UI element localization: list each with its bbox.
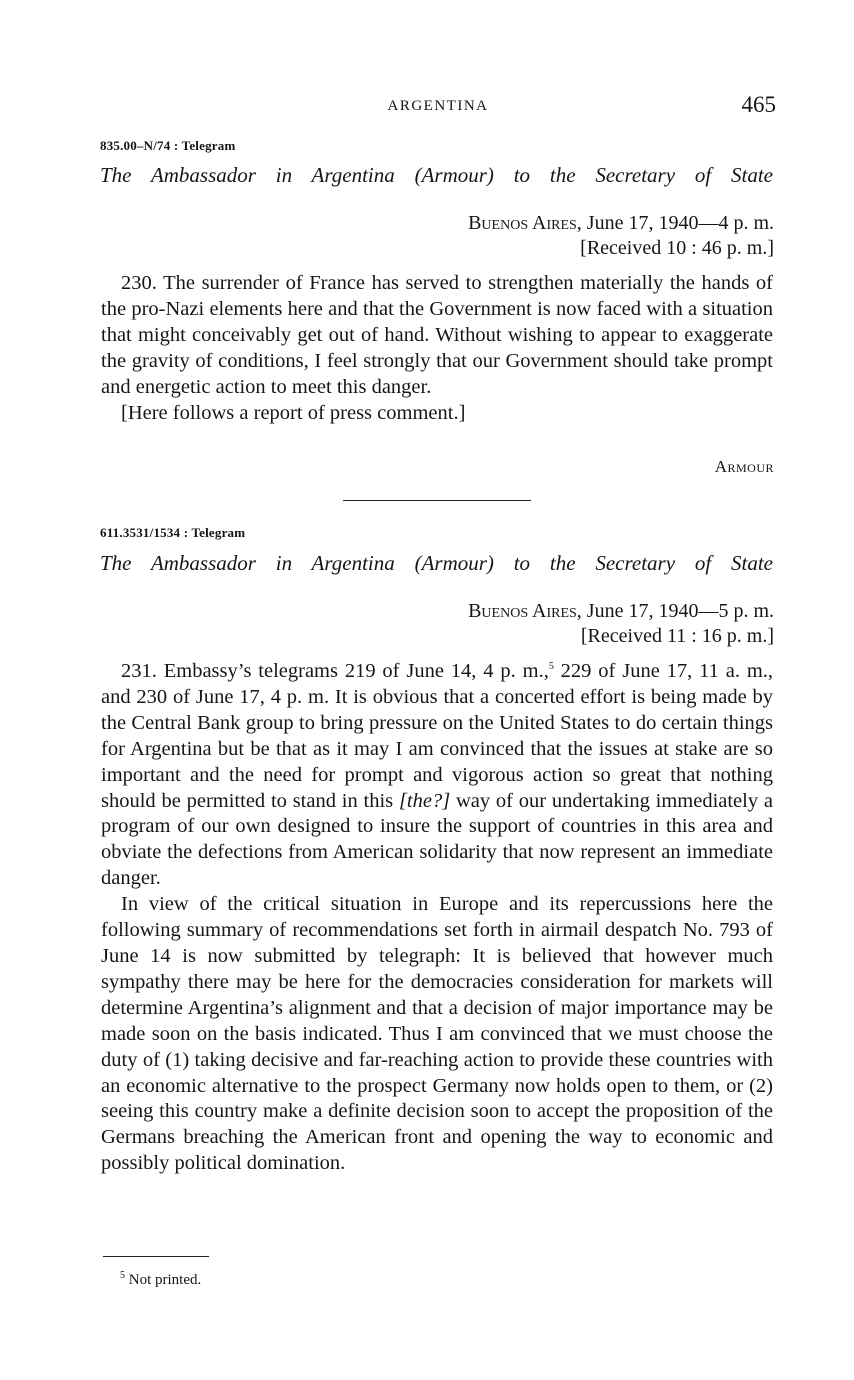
dateline-1 bbox=[468, 212, 774, 235]
editorial-note: [Here follows a report of press comment.] bbox=[121, 401, 466, 424]
received-line-2: [Received 11 : 16 p. m.] bbox=[580, 625, 774, 647]
file-reference-1: 835.00–N/74 : Telegram bbox=[100, 138, 236, 153]
dateline-date-2: June 17, 1940—5 p. m. bbox=[581, 600, 774, 622]
section-divider bbox=[343, 500, 531, 501]
document-body-1 bbox=[101, 271, 773, 426]
received-line-1: [Received 10 : 46 p. m.] bbox=[580, 237, 774, 259]
paragraph-recommendations: In view of the critical situation in Europe and its repercussions here the following summary of recommendations set forth in airmail despatch No. 793 of June 14 is now submitted by telegraph: It is believed that however much sympathy there may be here for the democracies consideration for markets will determine Argentina’s alignment and that a decision of major importance may be made soon on the basis indicated. Thus I am convinced that we must choose the duty of (1) taking decisive and far-reaching action to provide these countries with an economic alternative to the prospect Germany now holds open to them, or (2) seeing this country make a definite decision soon to accept the proposition of the Germans breaching the American front and opening the way to economic and possibly political domination. bbox=[101, 893, 773, 1175]
footnote-rule bbox=[103, 1256, 209, 1257]
dateline-place-1: Buenos Aires, bbox=[468, 212, 582, 234]
document-title-2: The Ambassador in Argentina (Armour) to the Secretary of State bbox=[100, 551, 773, 575]
paragraph-230: 230. The surrender of France has served to strengthen materially the hands of the pro-Nazi elements here and that the Government is now faced with a situation that might conceivably get out of hand. Without wishing to appear to exaggerate the gravity of conditions, I feel strongly that our Government should take prompt and energetic action to meet this danger. bbox=[101, 272, 773, 398]
dateline-date-1: June 17, 1940—4 p. m. bbox=[581, 212, 774, 234]
paragraph-231-part-2: 229 of June 17, 11 a. m., and 230 of June 17, 4 p. m. It is obvious that a concerted effort is being made by the Central Bank group to bring pressure on the United States to do certain things for Argentina but be that as it may I am convinced that the issues at stake are so important and the need for prompt and vigorous action so great that nothing should be permitted to stand in this bbox=[101, 660, 774, 812]
footnote-text: Not printed. bbox=[125, 1272, 202, 1288]
document-body-2 bbox=[101, 659, 773, 1177]
paragraph-231-part-1: 231. Embassy’s telegrams 219 of June 14, 4 p. m., bbox=[121, 660, 549, 682]
file-reference-2: 611.3531/1534 : Telegram bbox=[100, 525, 246, 540]
dateline-place-2: Buenos Aires, bbox=[468, 600, 582, 622]
footnote bbox=[120, 1272, 201, 1289]
page-number: 465 bbox=[741, 92, 776, 117]
signature-1: Armour bbox=[714, 457, 774, 476]
page-header bbox=[100, 92, 776, 122]
document-title-1: The Ambassador in Argentina (Armour) to the Secretary of State bbox=[100, 163, 773, 187]
dateline-2 bbox=[468, 600, 774, 623]
footnote-marker: 5 bbox=[120, 1270, 125, 1281]
paragraph-231-part-3: way of our undertaking immediately a program of our own designed to insure the support of countries in this area and obviate the defections from American solidarity that now represent an immediate danger. bbox=[101, 789, 773, 890]
running-title: ARGENTINA bbox=[387, 98, 489, 114]
paragraph-231 bbox=[101, 659, 773, 892]
editorial-insertion: [the?] bbox=[398, 789, 451, 812]
footnote-reference: 5 bbox=[548, 661, 554, 673]
